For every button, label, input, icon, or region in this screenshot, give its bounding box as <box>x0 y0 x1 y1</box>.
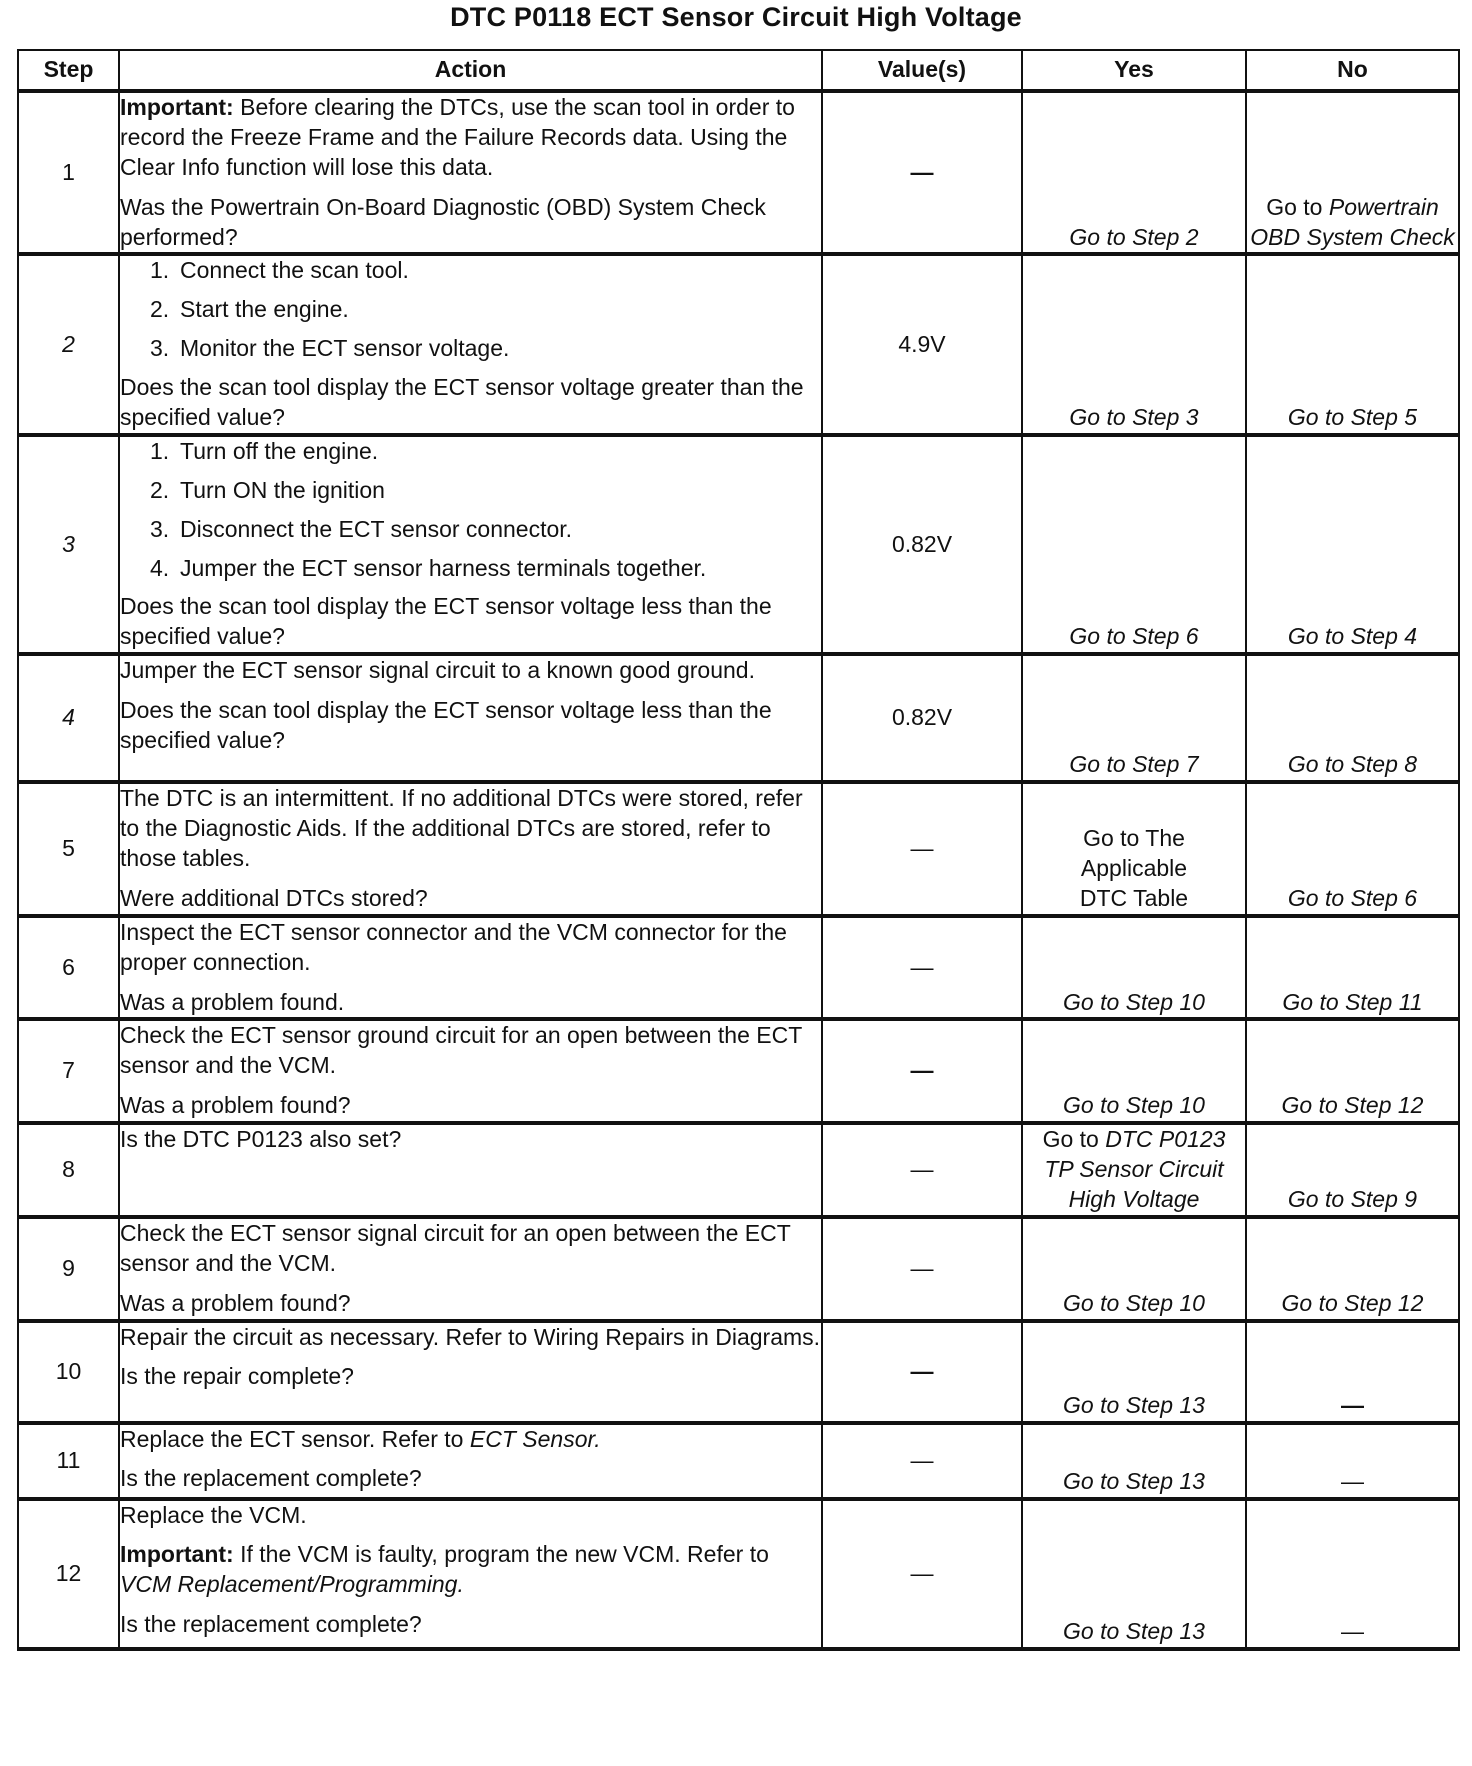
value-cell: — <box>822 1499 1022 1649</box>
action-cell <box>119 254 822 434</box>
action-text: Repair the circuit as necessary. Refer to Wiring Repairs in Diagrams. <box>120 1323 821 1350</box>
step-number: 5 <box>18 782 119 916</box>
list-item: 3. Disconnect the ECT sensor connector. <box>150 515 573 542</box>
action-text: Replace the ECT sensor. Refer to ECT Sensor. <box>120 1425 601 1452</box>
important-note: Important: If the VCM is faulty, program the new VCM. Refer to VCM Replacement/Programming. <box>120 1541 769 1598</box>
action-text: The DTC is an intermittent. If no additional DTCs were stored, refer to the Diagnostic Aids. If the additional DTCs are stored, refer to those tables. <box>120 785 803 872</box>
action-cell <box>119 654 822 782</box>
action-question: Is the DTC P0123 also set? <box>120 1126 402 1153</box>
step-number: 7 <box>18 1019 119 1123</box>
important-label: Important: <box>120 94 234 120</box>
table-header-row <box>18 50 1459 91</box>
step-number: 8 <box>18 1123 119 1217</box>
value-cell: — <box>822 1217 1022 1321</box>
action-question: Is the replacement complete? <box>120 1611 422 1638</box>
dtc-table <box>17 49 1460 1651</box>
no-cell: — <box>1246 1321 1459 1423</box>
step-number: 2 <box>18 254 119 434</box>
yes-cell: Go to Step 13 <box>1022 1499 1246 1649</box>
step-number: 3 <box>18 435 119 654</box>
yes-cell: Go to DTC P0123 TP Sensor Circuit High Voltage <box>1022 1123 1246 1217</box>
list-item: 4. Jumper the ECT sensor harness terminals together. <box>150 554 707 581</box>
step-number: 1 <box>18 91 119 254</box>
list-item: 1. Connect the scan tool. <box>150 257 409 284</box>
action-question: Were additional DTCs stored? <box>120 884 428 911</box>
header-action: Action <box>119 50 822 91</box>
page-title: DTC P0118 ECT Sensor Circuit High Voltage <box>450 2 1022 32</box>
action-text: Inspect the ECT sensor connector and the VCM connector for the proper connection. <box>120 918 787 975</box>
action-question: Was a problem found? <box>120 1092 351 1119</box>
important-note <box>120 93 821 183</box>
action-cell <box>119 91 822 254</box>
yes-cell: Go to Step 7 <box>1022 654 1246 782</box>
action-question: Was the Powertrain On-Board Diagnostic (OBD) System Check performed? <box>120 193 766 250</box>
action-cell <box>119 1019 822 1123</box>
header-no: No <box>1246 50 1459 91</box>
no-link: Powertrain OBD System Check <box>1250 193 1455 250</box>
no-cell: Go to Step 5 <box>1246 254 1459 434</box>
yes-cell: Go to Step 10 <box>1022 1019 1246 1123</box>
value-cell <box>822 91 1022 254</box>
header-values: Value(s) <box>822 50 1022 91</box>
table-row <box>18 782 1459 916</box>
value-cell: — <box>822 1321 1022 1423</box>
action-cell <box>119 1123 822 1217</box>
value-cell: 4.9V <box>822 254 1022 434</box>
no-cell: Go to Step 12 <box>1246 1217 1459 1321</box>
step-number: 4 <box>18 654 119 782</box>
no-cell: Go to Step 12 <box>1246 1019 1459 1123</box>
list-item: 3. Monitor the ECT sensor voltage. <box>150 335 510 362</box>
action-question: Does the scan tool display the ECT sensor voltage less than the specified value? <box>120 697 772 754</box>
yes-cell: Go to Step 6 <box>1022 435 1246 654</box>
no-cell: — <box>1246 1499 1459 1649</box>
step-number: 12 <box>18 1499 119 1649</box>
table-row <box>18 435 1459 654</box>
action-steps <box>120 437 821 584</box>
yes-cell: Go to Step 2 <box>1022 91 1246 254</box>
table-row <box>18 1423 1459 1499</box>
header-yes: Yes <box>1022 50 1246 91</box>
no-prefix: Go to <box>1266 193 1329 220</box>
action-question: Is the repair complete? <box>120 1363 354 1390</box>
no-cell: Go to Step 8 <box>1246 654 1459 782</box>
value-cell: 0.82V <box>822 654 1022 782</box>
no-cell: Go to Step 11 <box>1246 916 1459 1020</box>
header-step: Step <box>18 50 119 91</box>
value-cell: — <box>822 1423 1022 1499</box>
table-row <box>18 654 1459 782</box>
value-cell: — <box>822 916 1022 1020</box>
no-cell: Go to Step 6 <box>1246 782 1459 916</box>
action-cell <box>119 782 822 916</box>
yes-cell: Go to Step 10 <box>1022 1217 1246 1321</box>
action-cell <box>119 1321 822 1423</box>
table-row <box>18 1123 1459 1217</box>
value-cell: — <box>822 782 1022 916</box>
value-cell: — <box>822 1019 1022 1123</box>
action-cell <box>119 1217 822 1321</box>
action-cell <box>119 1499 822 1649</box>
no-cell: Go to Step 4 <box>1246 435 1459 654</box>
table-row <box>18 1321 1459 1423</box>
yes-cell: Go to The Applicable DTC Table <box>1022 782 1246 916</box>
yes-cell: Go to Step 10 <box>1022 916 1246 1020</box>
table-row <box>18 1019 1459 1123</box>
table-row <box>18 916 1459 1020</box>
list-item: 1. Turn off the engine. <box>150 437 379 464</box>
list-item: 2. Turn ON the ignition <box>150 476 385 503</box>
action-text: Replace the VCM. <box>120 1501 307 1528</box>
step-number: 6 <box>18 916 119 1020</box>
action-question: Is the replacement complete? <box>120 1465 422 1492</box>
action-cell <box>119 916 822 1020</box>
step-number: 10 <box>18 1321 119 1423</box>
list-item: 2. Start the engine. <box>150 296 349 323</box>
action-cell <box>119 435 822 654</box>
action-text: Jumper the ECT sensor signal circuit to a known good ground. <box>120 657 755 684</box>
action-text: Check the ECT sensor signal circuit for an open between the ECT sensor and the VCM. <box>120 1219 791 1276</box>
value-cell: — <box>822 1123 1022 1217</box>
step-number: 9 <box>18 1217 119 1321</box>
no-cell <box>1246 91 1459 254</box>
table-row <box>18 254 1459 434</box>
no-cell: — <box>1246 1423 1459 1499</box>
action-cell <box>119 1423 822 1499</box>
table-row <box>18 1499 1459 1649</box>
action-steps <box>120 256 821 364</box>
table-row <box>18 91 1459 254</box>
step-number: 11 <box>18 1423 119 1499</box>
yes-cell: Go to Step 13 <box>1022 1321 1246 1423</box>
no-cell: Go to Step 9 <box>1246 1123 1459 1217</box>
value-text: — <box>910 158 934 185</box>
yes-cell: Go to Step 13 <box>1022 1423 1246 1499</box>
table-row <box>18 1217 1459 1321</box>
action-question: Does the scan tool display the ECT sensor voltage less than the specified value? <box>120 593 772 650</box>
yes-cell: Go to Step 3 <box>1022 254 1246 434</box>
action-question: Was a problem found. <box>120 988 345 1015</box>
action-question: Was a problem found? <box>120 1289 351 1316</box>
action-text: Check the ECT sensor ground circuit for an open between the ECT sensor and the VCM. <box>120 1022 802 1079</box>
value-cell: 0.82V <box>822 435 1022 654</box>
action-question: Does the scan tool display the ECT sensor voltage greater than the specified value? <box>120 374 804 431</box>
important-text: Before clearing the DTCs, use the scan tool in order to record the Freeze Frame and the Failure Records data. Using the Clear Info function will lose this data. <box>120 94 795 180</box>
